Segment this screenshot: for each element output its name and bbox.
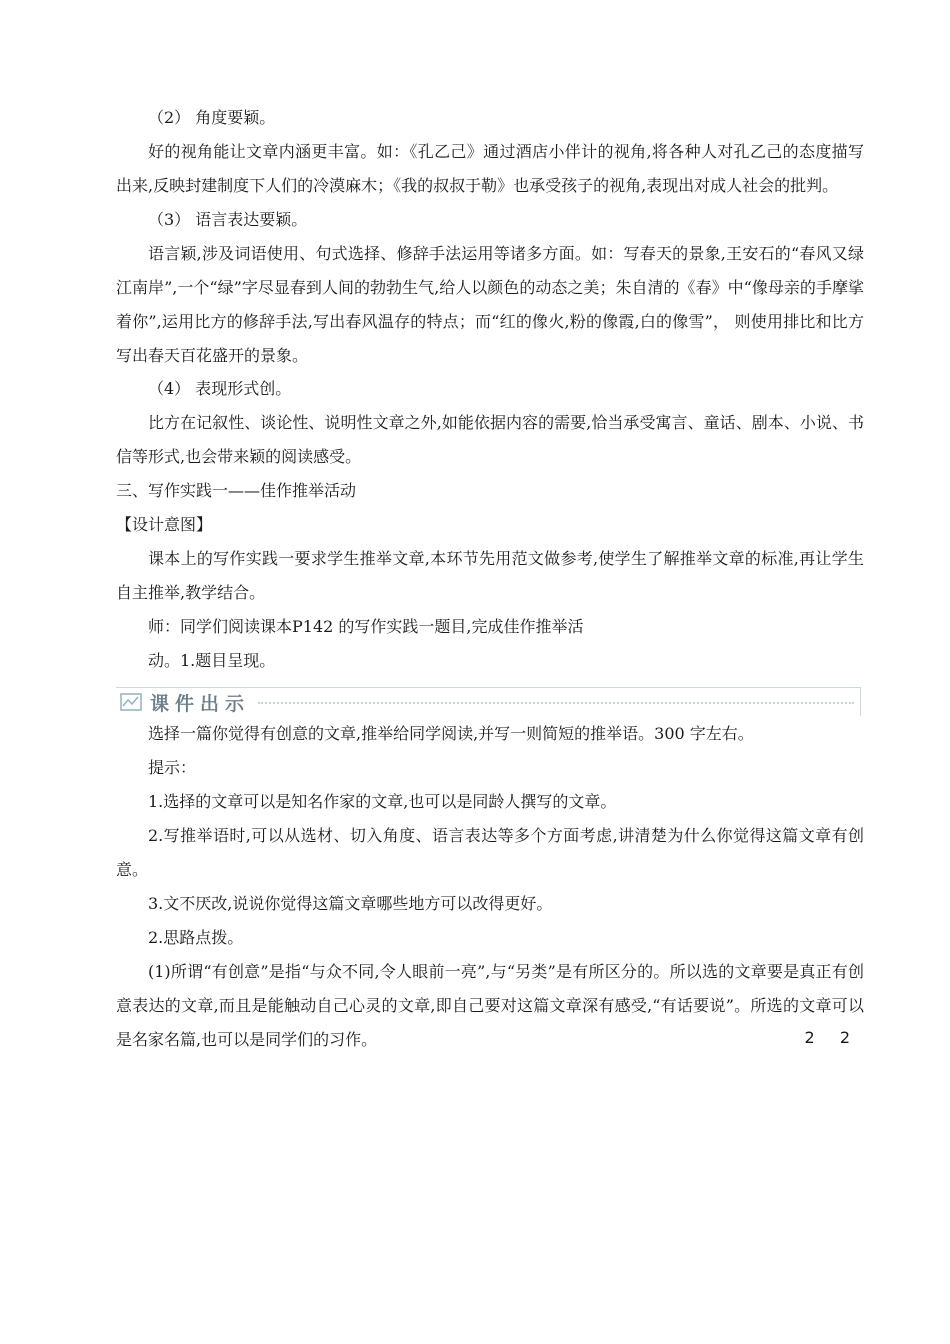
paragraph-topic-presentation: 动。1.题目呈现。 bbox=[148, 651, 276, 670]
paragraph-hint-3: 3.文不厌改,说说你觉得这篇文章哪些地方可以改得更好。 bbox=[148, 894, 553, 913]
page-number: 2 2 bbox=[804, 1028, 860, 1047]
design-intent-label: 【设计意图】 bbox=[116, 515, 213, 534]
paragraph-language-heading: （3） 语言表达要颖。 bbox=[148, 210, 308, 229]
paragraph-form-body: 比方在记叙性、谈论性、说明性文章之外,如能依据内容的需要,恰当承受寓言、童话、剧本、小说、书信等形式,也会带来颖的阅读感受。 bbox=[116, 413, 864, 466]
paragraph-form-heading: （4） 表现形式创。 bbox=[148, 379, 292, 398]
paragraph-angle-heading: （2） 角度要颖。 bbox=[148, 108, 276, 127]
paragraph-language-body: 语言颖,涉及词语使用、句式选择、修辞手法运用等诸多方面。如：写春天的景象,王安石的“春风又绿江南岸”,一个“绿”字尽显春到人间的勃勃生气,给人以颜色的动态之美；朱自清的《春》中“像母亲的手摩挲着你”,运用比方的修辞手法,写出春风温存的特点；而“红的像火,粉的像霞,白的像雪”， 则使用排比和比方写出春天百花盛开的景象。 bbox=[116, 244, 864, 365]
paragraph-hint-label: 提示： bbox=[148, 758, 197, 777]
chart-window-icon bbox=[120, 693, 142, 711]
paragraph-guidance-1: (1)所谓“有创意”是指“与众不同,令人眼前一亮”,与“另类”是有所区分的。所以选的文章要是真正有创意表达的文章,而且是能触动自己心灵的文章,即自己要对这篇文章深有感受,“有话要说”。所选的文章可以是名家名篇,也可以是同学们的习作。 bbox=[116, 962, 864, 1049]
paragraph-task: 选择一篇你觉得有创意的文章,推举给同学阅读,并写一则简短的推举语。300 字左右。 bbox=[148, 724, 754, 743]
banner-title: 课件出示 bbox=[150, 692, 251, 715]
paragraph-design-intent: 课本上的写作实践一要求学生推举文章,本环节先用范文做参考,使学生了解推举文章的标准,再让学生自主推举,教学结合。 bbox=[116, 549, 864, 602]
paragraph-hint-2: 2.写推举语时,可以从选材、切入角度、语言表达等多个方面考虑,讲清楚为什么你觉得这篇文章有创意。 bbox=[116, 826, 864, 879]
paragraph-teacher: 师：同学们阅读课本P142 的写作实践一题目,完成佳作推举活 bbox=[148, 617, 584, 636]
paragraph-hint-1: 1.选择的文章可以是知名作家的文章,也可以是同龄人撰写的文章。 bbox=[148, 792, 617, 811]
section-heading-practice: 三、写作实践一——佳作推举活动 bbox=[116, 481, 357, 500]
courseware-banner bbox=[116, 687, 861, 716]
paragraph-angle-body: 好的视角能让文章内涵更丰富。如：《孔乙己》通过酒店小伴计的视角,将各种人对孔乙己的态度描写出来,反映封建制度下人们的冷漠麻木；《我的叔叔于勒》也承受孩子的视角,表现出对成人社会的批判。 bbox=[116, 142, 864, 195]
paragraph-guidance-heading: 2.思路点拨。 bbox=[148, 928, 244, 947]
banner-divider bbox=[258, 702, 854, 704]
